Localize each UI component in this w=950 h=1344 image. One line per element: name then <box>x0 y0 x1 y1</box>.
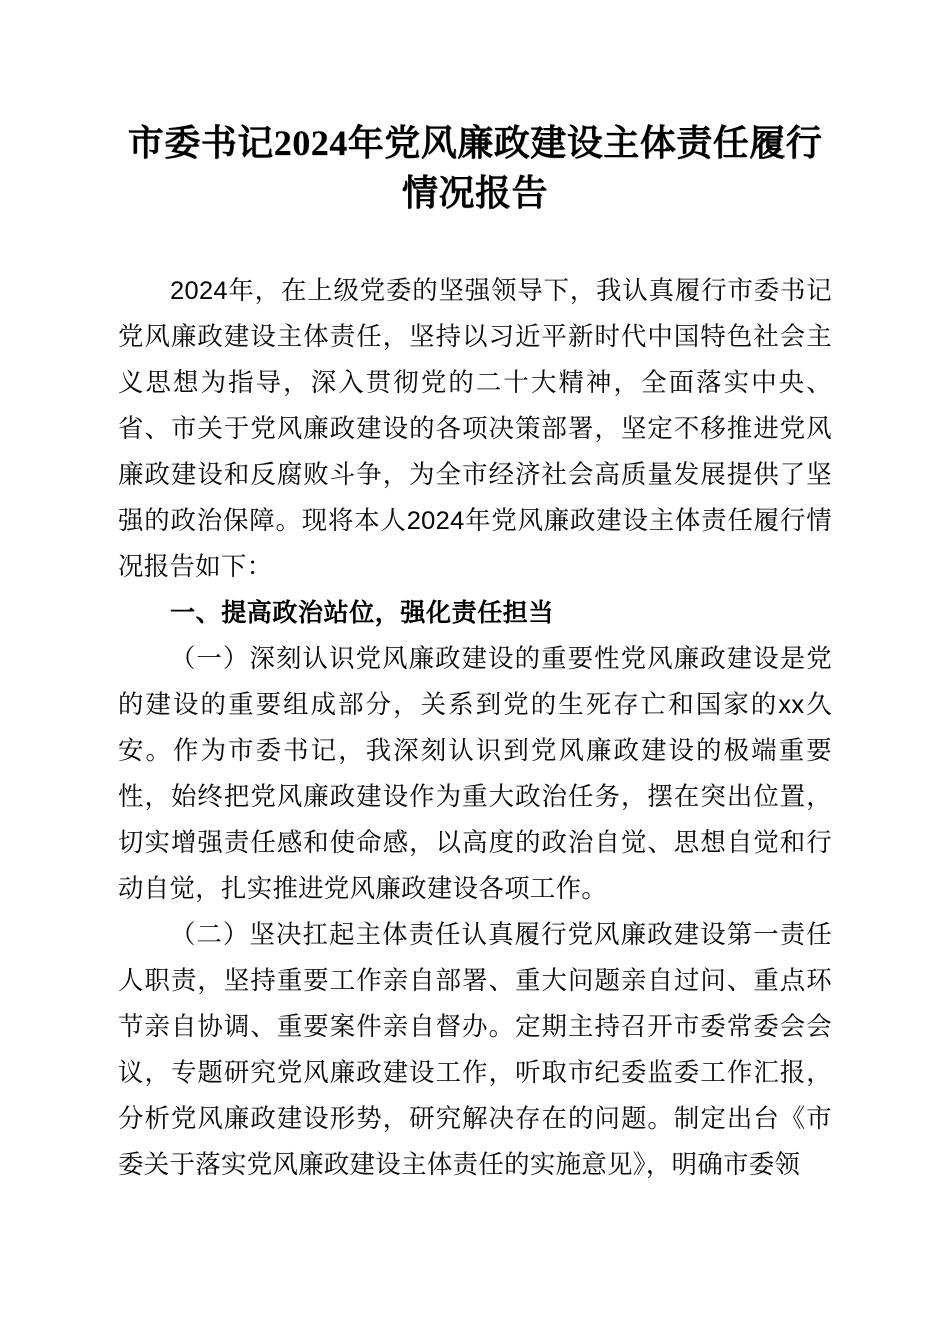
paragraph-intro: 2024年，在上级党委的坚强领导下，我认真履行市委书记党风廉政建设主体责任，坚持以习近平新时代中国特色社会主义思想为指导，深入贯彻党的二十大精神，全面落实中央、省、市关于党风廉政建设的各项决策部署，坚定不移推进党风廉政建设和反腐败斗争，为全市经济社会高质量发展提供了坚强的政治保障。现将本人2024年党风廉政建设主体责任履行情况报告如下： <box>118 277 832 581</box>
document-body <box>118 118 832 1188</box>
paragraph-section-1-1: （一）深刻认识党风廉政建设的重要性党风廉政建设是党的建设的重要组成部分，关系到党的生死存亡和国家的xx久安。作为市委书记，我深刻认识到党风廉政建设的极端重要性，始终把党风廉政建设作为重大政治任务，摆在突出位置，切实增强责任感和使命感，以高度的政治自觉、思想自觉和行动自觉，扎实推进党风廉政建设各项工作。 <box>118 645 832 903</box>
paragraph-section-1-2: （二）坚决扛起主体责任认真履行党风廉政建设第一责任人职责，坚持重要工作亲自部署、重大问题亲自过问、重点环节亲自协调、重要案件亲自督办。定期主持召开市委常委会会议，专题研究党风廉政建设工作，听取市纪委监委工作汇报，分析党风廉政建设形势，研究解决存在的问题。制定出台《市委关于落实党风廉政建设主体责任的实施意见》，明确市委领 <box>118 921 832 1179</box>
page-title: 市委书记2024年党风廉政建设主体责任履行情况报告 <box>127 123 823 213</box>
title-spacer <box>118 218 832 268</box>
section-heading-1: 一、提高政治站位，强化责任担当 <box>170 599 555 627</box>
